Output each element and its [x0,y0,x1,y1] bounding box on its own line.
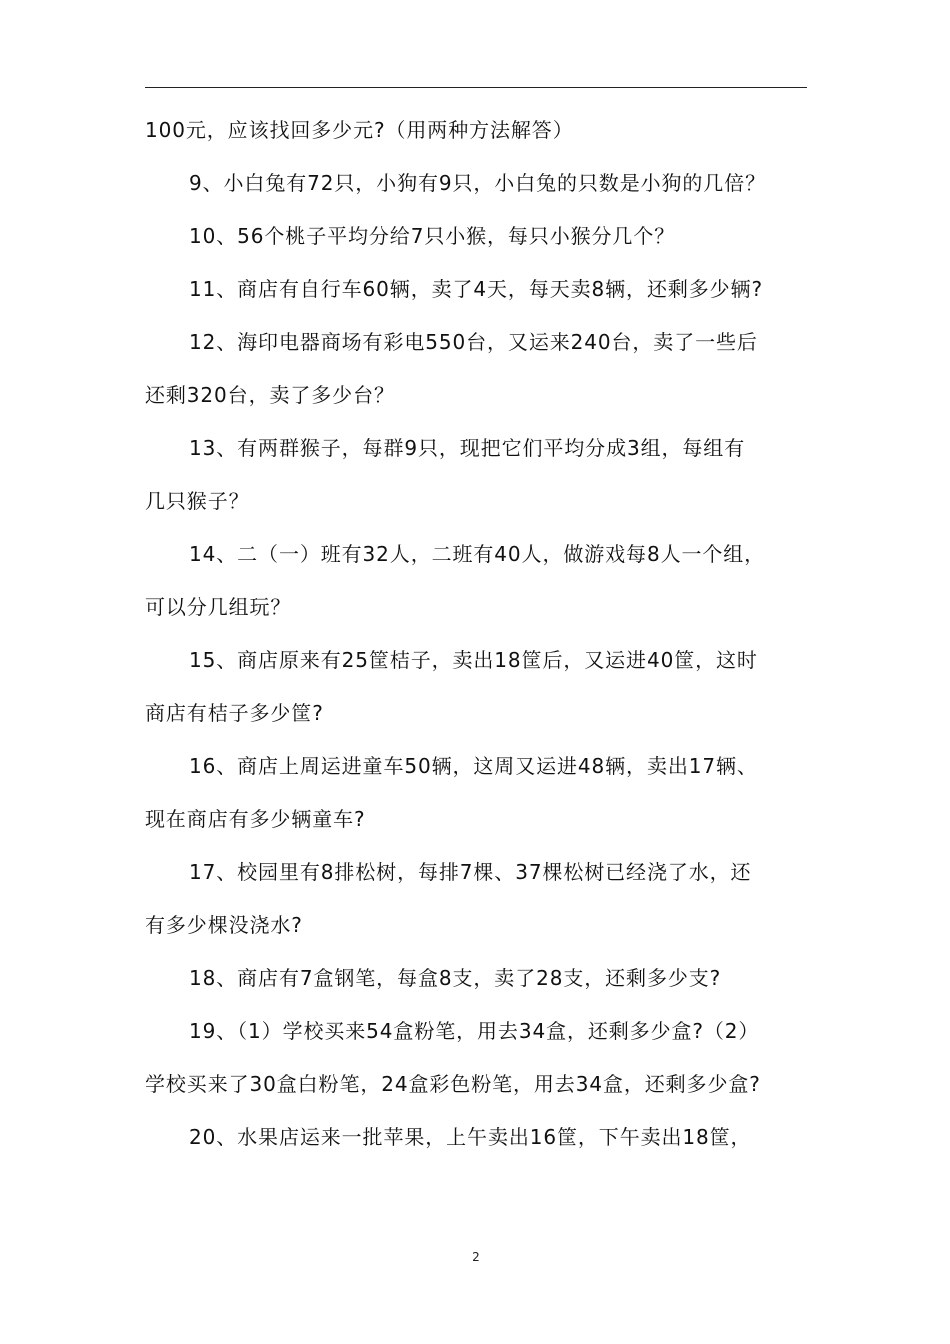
question-16: 16、商店上周运进童车50辆，这周又运进48辆，卖出17辆、 [189,754,758,778]
question-16-continued: 现在商店有多少辆童车? [145,807,366,831]
question-11: 11、商店有自行车60辆，卖了4天，每天卖8辆，还剩多少辆? [189,277,763,301]
question-15-continued: 商店有桔子多少筐? [145,701,324,725]
header-rule [145,87,807,88]
text-line: 100元，应该找回多少元?（用两种方法解答） [145,118,574,142]
question-14: 14、二（一）班有32人，二班有40人，做游戏每8人一个组， [189,542,766,566]
question-15: 15、商店原来有25筐桔子，卖出18筐后，又运进40筐，这时 [189,648,758,672]
question-14-continued: 可以分几组玩？ [145,595,292,619]
question-17: 17、校园里有8排松树，每排7棵、37棵松树已经浇了水，还 [189,860,752,884]
question-19-continued: 学校买来了30盒白粉笔，24盒彩色粉笔，用去34盒，还剩多少盒? [145,1072,761,1096]
question-13: 13、有两群猴子，每群9只，现把它们平均分成3组，每组有 [189,436,746,460]
question-12: 12、海印电器商场有彩电550台，又运来240台，卖了一些后 [189,330,758,354]
question-20: 20、水果店运来一批苹果，上午卖出16筐，下午卖出18筐， [189,1125,752,1149]
question-17-continued: 有多少棵没浇水? [145,913,303,937]
question-19: 19、（1）学校买来54盒粉笔，用去34盒，还剩多少盒?（2） [189,1019,760,1043]
question-10: 10、56个桃子平均分给7只小猴，每只小猴分几个？ [189,224,676,248]
question-9: 9、小白兔有72只，小狗有9只，小白兔的只数是小狗的几倍？ [189,171,766,195]
question-12-continued: 还剩320台，卖了多少台？ [145,383,395,407]
question-13-continued: 几只猴子？ [145,489,250,513]
page-number: 2 [472,1250,480,1264]
question-18: 18、商店有7盒钢笔，每盒8支，卖了28支，还剩多少支? [189,966,722,990]
